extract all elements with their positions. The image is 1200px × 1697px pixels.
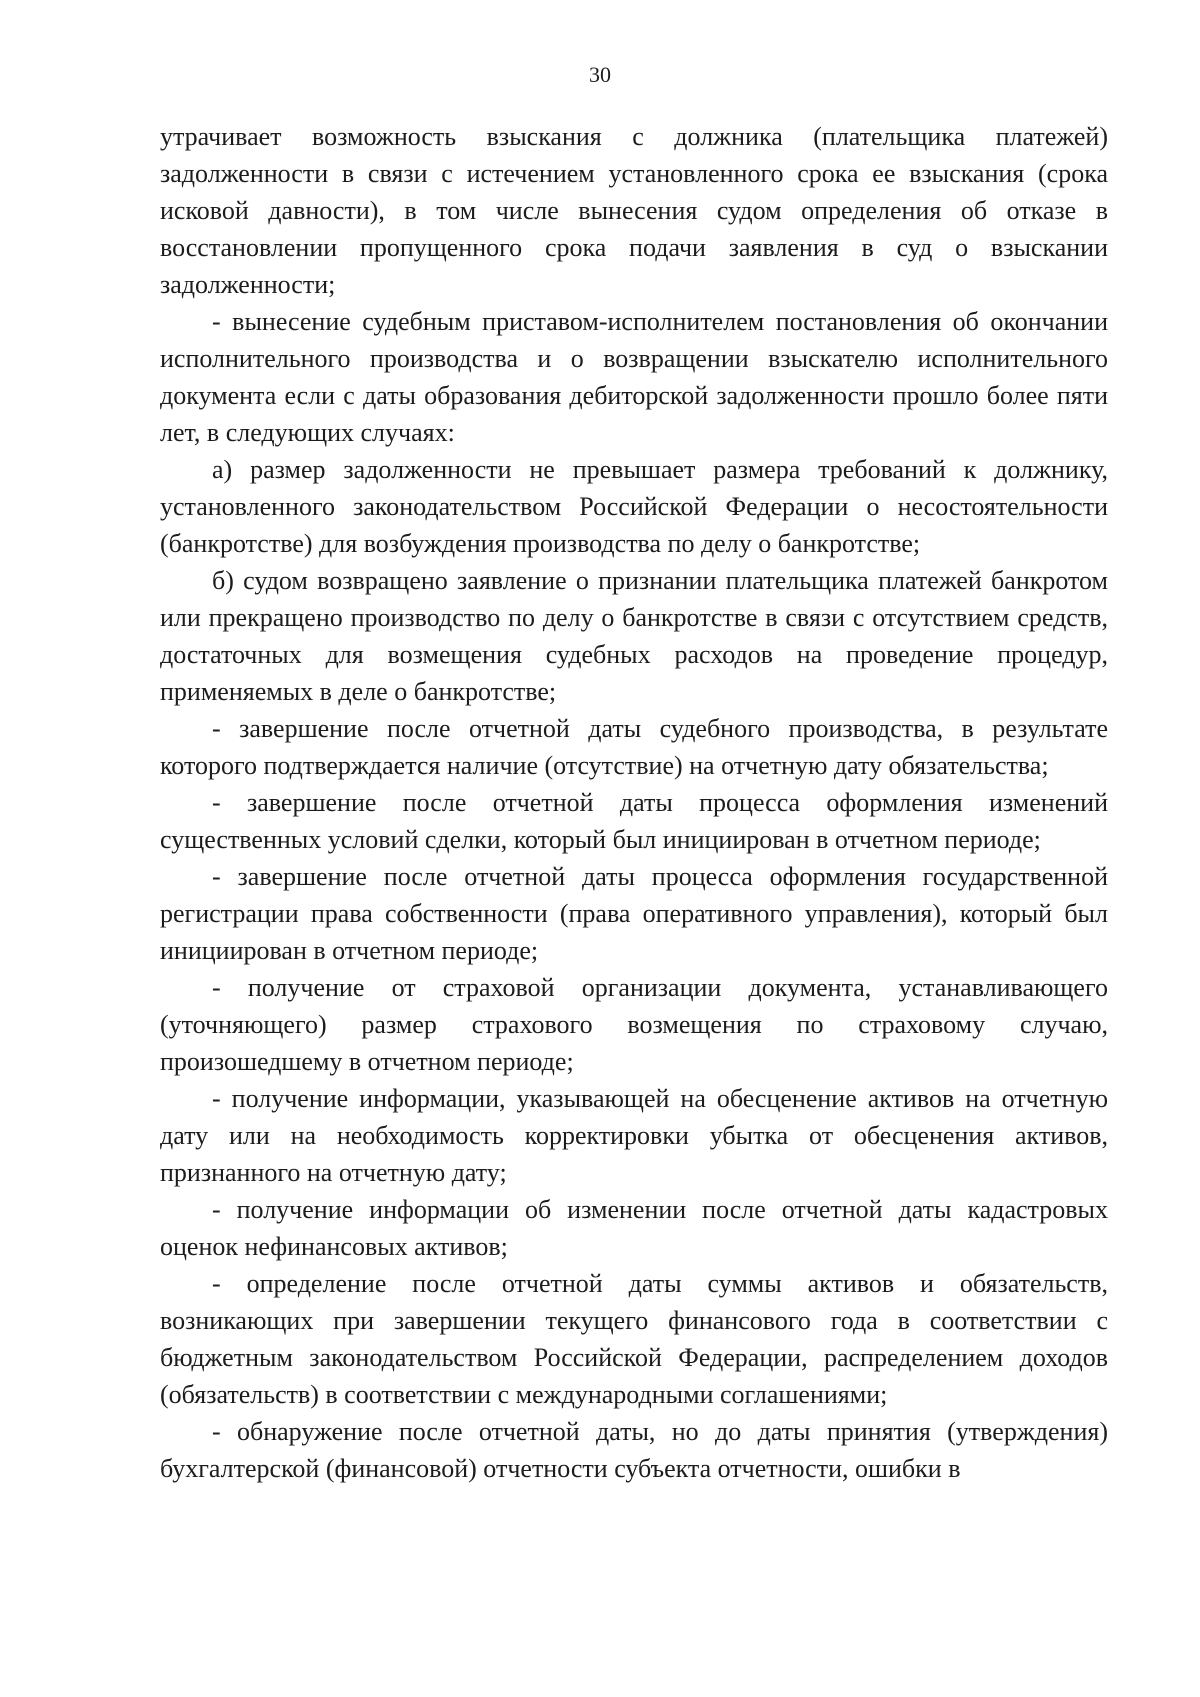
paragraph-insurance: - получение от страховой организации документа, устанавливающего (уточняющего) размер страхового возмещения по страховому случаю, произошедшему в отчетном периоде; [160,973,1108,1076]
paragraph-continuation: утрачивает возможность взыскания с должника (плательщика платежей) задолженности в связи с истечением установленного срока ее взыскания (срока исковой давности), в том числе вынесения судом определения об отказе в восстановлении пропущенного срока подачи заявления в суд о взыскании задолженности; [160,122,1108,299]
paragraph-bailiff-decision: - вынесение судебным приставом-исполнителем постановления об окончании исполнительного производства и о возвращении взыскателю исполнительного документа если с даты образования дебиторской задолженности прошло более пяти лет, в следующих случаях: [160,307,1108,447]
paragraph-cadastral: - получение информации об изменении после отчетной даты кадастровых оценок нефинансовых активов; [160,1195,1108,1261]
paragraph-state-registration: - завершение после отчетной даты процесса оформления государственной регистрации права собственности (права оперативного управления), который был инициирован в отчетном периоде; [160,862,1108,965]
document-body [160,118,1108,1487]
paragraph-deal-terms: - завершение после отчетной даты процесса оформления изменений существенных условий сделки, который был инициирован в отчетном периоде; [160,788,1108,854]
page-number: 30 [589,62,611,87]
paragraph-item-a: а) размер задолженности не превышает размера требований к должнику, установленного законодательством Российской Федерации о несостоятельности (банкротстве) для возбуждения производства по делу о банкротстве; [160,455,1108,558]
paragraph-item-b: б) судом возвращено заявление о признании плательщика платежей банкротом или прекращено производство по делу о банкротстве в связи с отсутствием средств, достаточных для возмещения судебных расходов на проведение процедур, применяемых в деле о банкротстве; [160,566,1108,706]
paragraph-impairment: - получение информации, указывающей на обесценение активов на отчетную дату или на необходимость корректировки убытка от обесценения активов, признанного на отчетную дату; [160,1084,1108,1187]
paragraph-error-discovery: - обнаружение после отчетной даты, но до даты принятия (утверждения) бухгалтерской (финансовой) отчетности субъекта отчетности, ошибки в [160,1417,1108,1483]
paragraph-court-proceedings: - завершение после отчетной даты судебного производства, в результате которого подтверждается наличие (отсутствие) на отчетную дату обязательства; [160,714,1108,780]
paragraph-assets-liabilities: - определение после отчетной даты суммы активов и обязательств, возникающих при завершении текущего финансового года в соответствии с бюджетным законодательством Российской Федерации, распределением доходов (обязательств) в соответствии с международными соглашениями; [160,1269,1108,1409]
